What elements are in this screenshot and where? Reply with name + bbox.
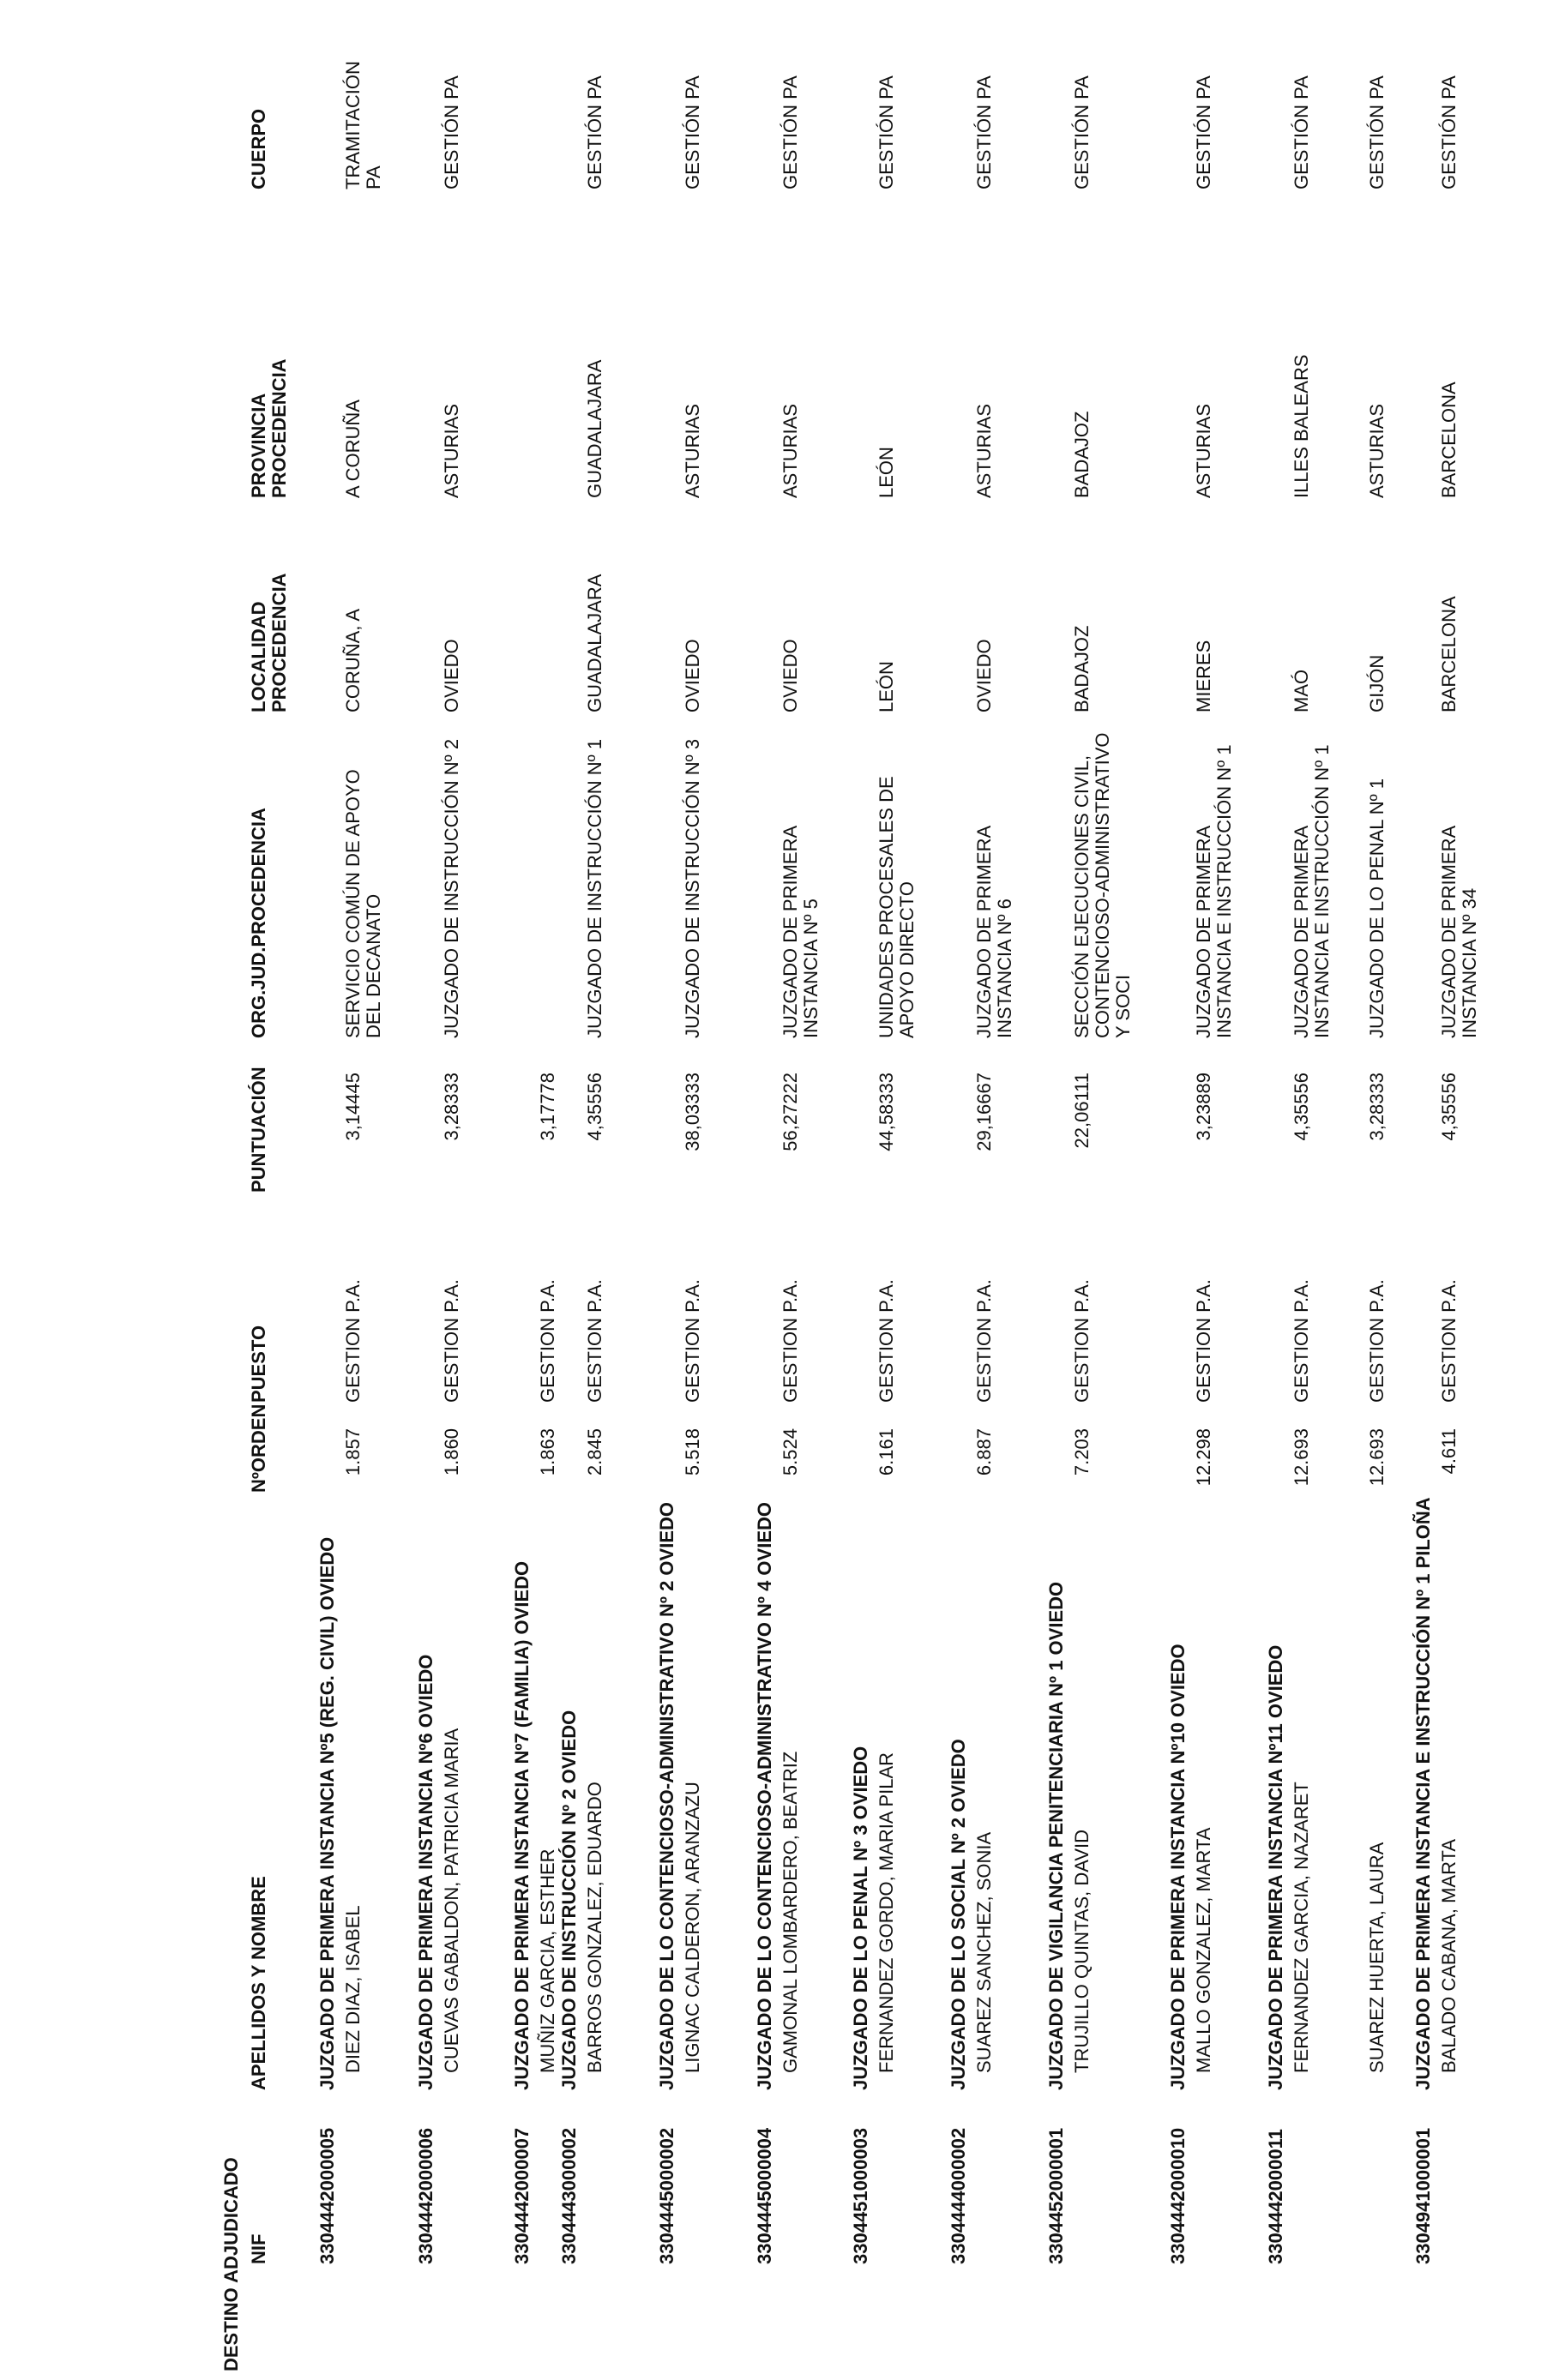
puesto-cell: GESTION P.A. (342, 1279, 364, 1403)
header-cuerpo: CUERPO (248, 108, 269, 189)
destino-heading: JUZGADO DE VIGILANCIA PENITENCIARIA Nº 1 OVIEDO (1045, 1581, 1067, 2090)
nif-cell: 3304452000001 (1045, 2127, 1067, 2264)
org-cell: UNIDADES PROCESALES DE APOYO DIRECTO (876, 776, 918, 1038)
puesto-cell: GESTION P.A. (1366, 1279, 1387, 1403)
provincia-cell: ASTURIAS (441, 403, 462, 498)
destino-heading: JUZGADO DE LO PENAL Nº 3 OVIEDO (850, 1746, 871, 2090)
puesto-cell: GESTION P.A. (537, 1279, 558, 1403)
name-cell: MALLO GONZALEZ, MARTA (1193, 1827, 1214, 2073)
cuerpo-cell: GESTIÓN PA (1366, 75, 1387, 189)
norden-cell: 6.161 (876, 1428, 897, 1476)
name-cell: TRUJILLO QUINTAS, DAVID (1071, 1829, 1093, 2073)
page-title: DESTINO ADJUDICADO (220, 2157, 242, 2371)
puntuacion-cell: 38,03333 (682, 1073, 703, 1151)
cuerpo-cell: GESTIÓN PA (973, 75, 995, 189)
destino-heading: JUZGADO DE PRIMERA INSTANCIA E INSTRUCCIÓN Nº 1 PILOÑA (1412, 1497, 1434, 2090)
localidad-cell: BADAJOZ (1071, 625, 1093, 712)
name-cell: SUAREZ SANCHEZ, SONIA (973, 1831, 995, 2073)
localidad-cell: GUADALAJARA (584, 574, 605, 712)
org-cell: JUZGADO DE INSTRUCCIÓN Nº 1 (584, 738, 605, 1038)
name-cell: FERNANDEZ GORDO, MARIA PILAR (876, 1752, 897, 2073)
destino-heading: JUZGADO DE LO CONTENCIOSO-ADMINISTRATIVO Nº 2 OVIEDO (656, 1502, 677, 2090)
org-cell: SERVICIO COMÚN DE APOYO DEL DECANATO (342, 769, 384, 1038)
name-cell: LIGNAC CALDERON, ARANZAZU (682, 1782, 703, 2073)
puntuacion-cell: 3,14445 (342, 1073, 364, 1141)
destino-heading: JUZGADO DE LO SOCIAL Nº 2 OVIEDO (948, 1739, 969, 2090)
header-apellidos: APELLIDOS Y NOMBRE (248, 1876, 269, 2090)
destino-heading: JUZGADO DE PRIMERA INSTANCIA Nº10 OVIEDO (1167, 1644, 1189, 2090)
provincia-cell: LEÓN (876, 447, 897, 498)
cuerpo-cell: GESTIÓN PA (1291, 75, 1312, 189)
puntuacion-cell: 3,23889 (1193, 1073, 1214, 1141)
puesto-cell: GESTION P.A. (441, 1279, 462, 1403)
header-org: ORG.JUD.PROCEDENCIA (248, 808, 269, 1038)
cuerpo-cell: GESTIÓN PA (441, 75, 462, 189)
org-cell: JUZGADO DE INSTRUCCIÓN Nº 3 (682, 738, 703, 1038)
puntuacion-cell: 44,58333 (876, 1073, 897, 1151)
header-puesto: PUESTO (248, 1325, 269, 1403)
name-cell: BALADO CABANA, MARTA (1438, 1838, 1460, 2073)
puntuacion-cell: 4,35556 (1438, 1073, 1460, 1141)
provincia-cell: BADAJOZ (1071, 411, 1093, 498)
name-cell: FERNANDEZ GARCIA, NAZARET (1291, 1782, 1312, 2073)
provincia-cell: ASTURIAS (973, 403, 995, 498)
localidad-cell: OVIEDO (780, 639, 801, 712)
name-cell: MUÑIZ GARCIA, ESTHER (537, 1848, 558, 2073)
puntuacion-cell: 4,35556 (584, 1073, 605, 1141)
localidad-cell: CORUÑA, A (342, 608, 364, 712)
localidad-cell: OVIEDO (441, 639, 462, 712)
destino-heading: JUZGADO DE PRIMERA INSTANCIA Nº7 (FAMILIA) OVIEDO (511, 1560, 533, 2090)
localidad-cell: GIJÓN (1366, 654, 1387, 712)
norden-cell: 1.863 (537, 1428, 558, 1476)
org-cell: JUZGADO DE PRIMERA INSTANCIA E INSTRUCCIÓN Nº 1 (1193, 744, 1235, 1038)
destino-heading: JUZGADO DE INSTRUCCIÓN Nº 2 OVIEDO (558, 1710, 580, 2090)
localidad-cell: OVIEDO (973, 639, 995, 712)
norden-cell: 6.887 (973, 1428, 995, 1476)
destino-heading: JUZGADO DE PRIMERA INSTANCIA Nº5 (REG. CIVIL) OVIEDO (316, 1536, 338, 2090)
header-nif: NIF (248, 2233, 269, 2264)
name-cell: BARROS GONZALEZ, EDUARDO (584, 1782, 605, 2073)
nif-cell: 3304445000004 (754, 2127, 775, 2264)
org-cell: JUZGADO DE PRIMERA INSTANCIA E INSTRUCCIÓN Nº 1 (1291, 744, 1333, 1038)
name-cell: DIEZ DIAZ, ISABEL (342, 1905, 364, 2073)
puesto-cell: GESTION P.A. (876, 1279, 897, 1403)
localidad-cell: MIERES (1193, 640, 1214, 712)
org-cell: JUZGADO DE LO PENAL Nº 1 (1366, 778, 1387, 1038)
norden-cell: 12.298 (1193, 1428, 1214, 1487)
provincia-cell: ASTURIAS (682, 403, 703, 498)
provincia-cell: ASTURIAS (780, 403, 801, 498)
nif-cell: 3304442000010 (1167, 2127, 1189, 2264)
org-cell: SECCIÓN EJECUCIONES CIVIL, CONTENCIOSO-ADMINISTRATIVO Y SOCI (1071, 732, 1134, 1038)
puesto-cell: GESTION P.A. (780, 1279, 801, 1403)
nif-cell: 3304451000003 (850, 2127, 871, 2264)
puesto-cell: GESTION P.A. (584, 1279, 605, 1403)
cuerpo-cell: TRAMITACIÓN PA (342, 61, 384, 189)
name-cell: GAMONAL LOMBARDERO, BEATRIZ (780, 1751, 801, 2073)
norden-cell: 7.203 (1071, 1428, 1093, 1476)
header-puntuacion: PUNTUACIÓN (248, 1067, 269, 1193)
cuerpo-cell: GESTIÓN PA (876, 75, 897, 189)
org-cell: JUZGADO DE INSTRUCCIÓN Nº 2 (441, 738, 462, 1038)
name-cell: CUEVAS GABALDON, PATRICIA MARIA (441, 1728, 462, 2073)
puntuacion-cell: 3,28333 (1366, 1073, 1387, 1141)
provincia-cell: BARCELONA (1438, 382, 1460, 498)
cuerpo-cell: GESTIÓN PA (682, 75, 703, 189)
norden-cell: 12.693 (1291, 1428, 1312, 1487)
destino-heading: JUZGADO DE PRIMERA INSTANCIA Nº11 OVIEDO (1265, 1644, 1286, 2090)
norden-cell: 4.611 (1438, 1428, 1460, 1475)
localidad-cell: OVIEDO (682, 639, 703, 712)
norden-cell: 1.860 (441, 1428, 462, 1476)
cuerpo-cell: GESTIÓN PA (1193, 75, 1214, 189)
puesto-cell: GESTION P.A. (1438, 1279, 1460, 1403)
org-cell: JUZGADO DE PRIMERA INSTANCIA Nº 6 (973, 826, 1015, 1038)
header-norden: NºORDEN (248, 1403, 269, 1493)
puntuacion-cell: 3,17778 (537, 1073, 558, 1141)
puntuacion-cell: 29,16667 (973, 1073, 995, 1151)
name-cell: SUAREZ HUERTA, LAURA (1366, 1842, 1387, 2073)
puntuacion-cell: 22,06111 (1071, 1073, 1093, 1149)
localidad-cell: BARCELONA (1438, 596, 1460, 712)
destino-heading: JUZGADO DE LO CONTENCIOSO-ADMINISTRATIVO Nº 4 OVIEDO (754, 1502, 775, 2090)
nif-cell: 3304445000002 (656, 2127, 677, 2264)
destino-heading: JUZGADO DE PRIMERA INSTANCIA Nº6 OVIEDO (415, 1654, 436, 2090)
provincia-cell: GUADALAJARA (584, 359, 605, 498)
norden-cell: 5.524 (780, 1428, 801, 1476)
norden-cell: 2.845 (584, 1428, 605, 1476)
nif-cell: 3304442000011 (1265, 2129, 1286, 2264)
org-cell: JUZGADO DE PRIMERA INSTANCIA Nº 5 (780, 826, 822, 1038)
cuerpo-cell: GESTIÓN PA (1438, 75, 1460, 189)
cuerpo-cell: GESTIÓN PA (780, 75, 801, 189)
puesto-cell: GESTION P.A. (973, 1279, 995, 1403)
nif-cell: 3304442000007 (511, 2127, 533, 2264)
org-cell: JUZGADO DE PRIMERA INSTANCIA Nº 34 (1438, 826, 1480, 1038)
norden-cell: 1.857 (342, 1428, 364, 1476)
nif-cell: 3304442000005 (316, 2127, 338, 2264)
puesto-cell: GESTION P.A. (682, 1279, 703, 1403)
norden-cell: 5.518 (682, 1428, 703, 1476)
provincia-cell: ASTURIAS (1366, 403, 1387, 498)
provincia-cell: ILLES BALEARS (1291, 354, 1312, 498)
puntuacion-cell: 3,28333 (441, 1073, 462, 1141)
localidad-cell: LEÓN (876, 661, 897, 712)
nif-cell: 3304442000006 (415, 2127, 436, 2264)
puntuacion-cell: 56,27222 (780, 1073, 801, 1151)
puntuacion-cell: 4,35556 (1291, 1073, 1312, 1141)
cuerpo-cell: GESTIÓN PA (584, 75, 605, 189)
provincia-cell: A CORUÑA (342, 400, 364, 498)
cuerpo-cell: GESTIÓN PA (1071, 75, 1093, 189)
puesto-cell: GESTION P.A. (1071, 1279, 1093, 1403)
puesto-cell: GESTION P.A. (1291, 1279, 1312, 1403)
header-localidad: LOCALIDAD PROCEDENCIA (248, 573, 290, 712)
norden-cell: 12.693 (1366, 1428, 1387, 1487)
puesto-cell: GESTION P.A. (1193, 1279, 1214, 1403)
localidad-cell: MAÓ (1291, 669, 1312, 712)
header-provincia: PROVINCIA PROCEDENCIA (248, 358, 290, 498)
nif-cell: 3304941000001 (1412, 2127, 1434, 2264)
provincia-cell: ASTURIAS (1193, 403, 1214, 498)
nif-cell: 3304444000002 (948, 2127, 969, 2264)
nif-cell: 3304443000002 (558, 2127, 580, 2264)
